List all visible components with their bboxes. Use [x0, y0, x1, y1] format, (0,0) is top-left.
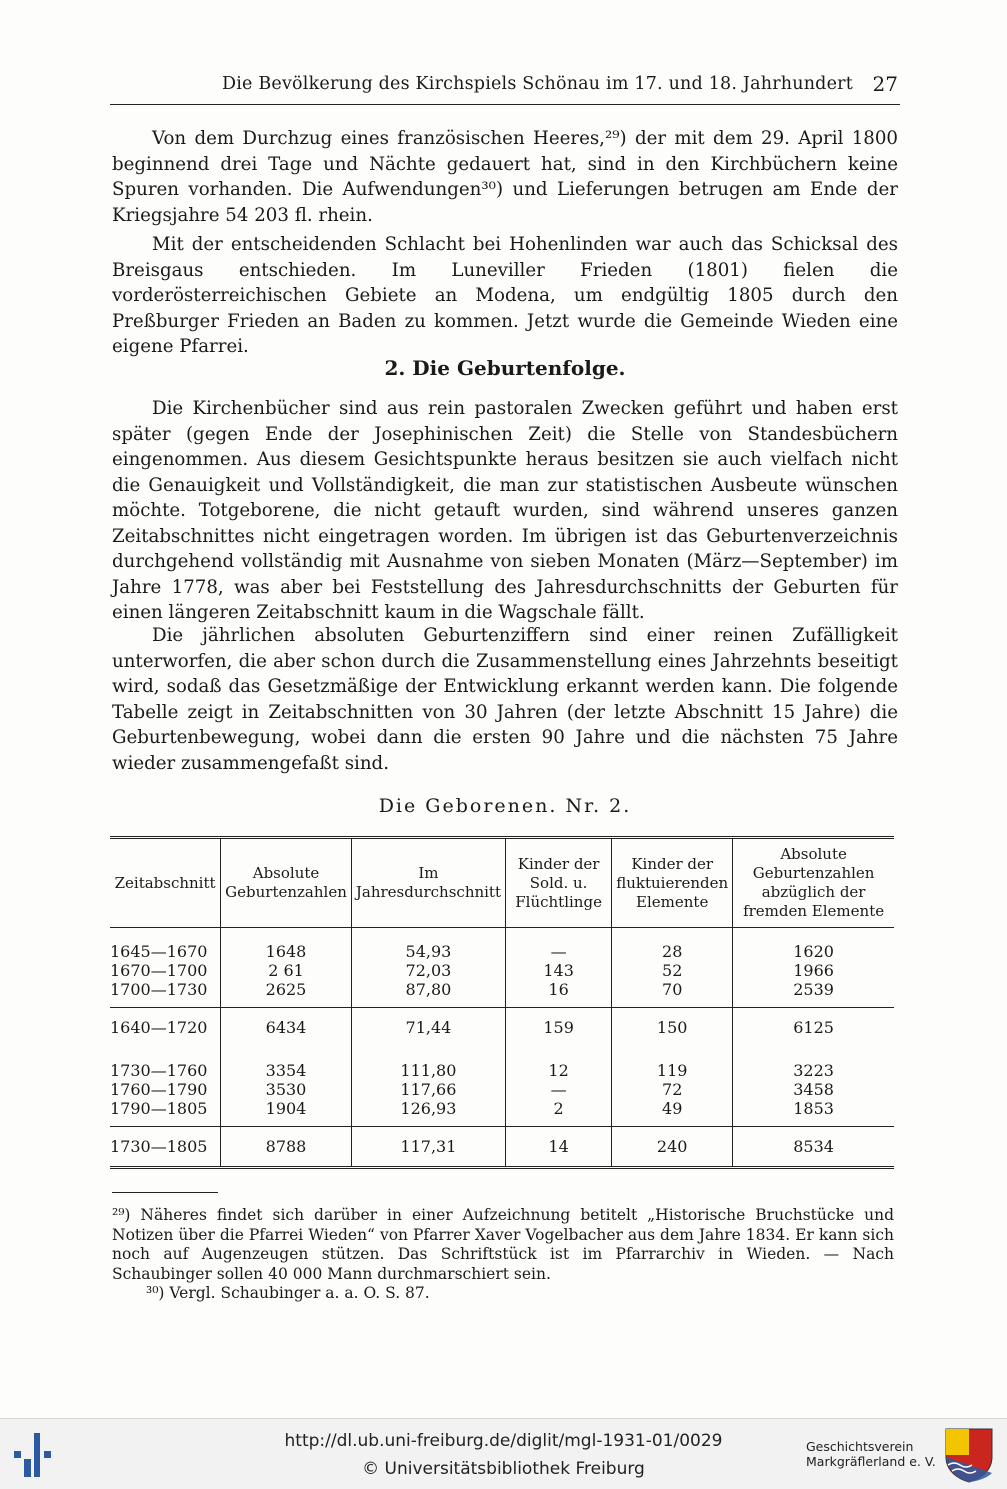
births-table [110, 836, 894, 1169]
table-cell-value: 1904 [265, 1099, 307, 1118]
column-header: Kinder der Sold. u. Flüchtlinge [505, 838, 611, 928]
table-total-cell: 1640—1720 [110, 1008, 221, 1048]
table-cell-value: 28 [662, 942, 683, 961]
table-total-cell: 14 [505, 1127, 611, 1168]
table-cell-value: 1853 [793, 1099, 834, 1118]
table-cell-value: 1730—1760 [110, 1061, 208, 1080]
table-cell [612, 928, 733, 1008]
table-cell-value: 119 [656, 1061, 688, 1080]
table-total-cell: 6434 [221, 1008, 352, 1048]
footer-bar [0, 1418, 1007, 1489]
table-cell-value: — [550, 1080, 567, 1099]
document-url-link[interactable]: http://dl.ub.uni-freiburg.de/diglit/mgl-1931-01/0029 [284, 1431, 723, 1451]
table-cell-value: 1645—1670 [110, 942, 208, 961]
paragraph-text: Von dem Durchzug eines französischen Heeres,²⁹) der mit dem 29. April 1800 beginnend drei Tage und Nächte gedauert hat, sind in den Kirchbüchern keine Spuren vorhanden. Die Aufwendungen³⁰) und Lieferungen betrugen am Ende der Kriegsjahre 54 203 fl. rhein. [112, 128, 898, 226]
table-cell-value: 126,93 [400, 1099, 457, 1118]
table-row-group [110, 1047, 894, 1127]
table-cell-value: 143 [543, 961, 574, 980]
table-total-cell: 6125 [733, 1008, 894, 1048]
column-header: Im Jahresdurchschnitt [351, 838, 505, 928]
paragraph-text: Mit der entscheidenden Schlacht bei Hohenlinden war auch das Schicksal des Breisgaus entschieden. Im Luneviller Frieden (1801) fielen die vorderösterreichischen Gebiete an Modena, um endgültig 1805 durch den Preßburger Frieden an Baden zu kommen. Jetzt wurde die Gemeinde Wieden eine eigene Pfarrei. [112, 234, 898, 357]
table-total-cell: 159 [505, 1008, 611, 1048]
running-head-title: Die Bevölkerung des Kirchspiels Schönau im 17. und 18. Jahrhundert [222, 74, 853, 94]
table-cell-value: 117,66 [400, 1080, 457, 1099]
table-cell [733, 1047, 894, 1127]
table-cell-value: 1648 [265, 942, 307, 961]
table-cell [733, 928, 894, 1008]
table-cell-value: 1790—1805 [110, 1099, 208, 1118]
table-cell-value: 1700—1730 [110, 980, 208, 999]
table-cell [110, 928, 221, 1008]
table-header-row [110, 838, 894, 928]
table-cell-value: 3354 [265, 1061, 307, 1080]
org-line-2: Markgräflerland e. V. [806, 1454, 936, 1469]
table-cell-value: 3530 [265, 1080, 307, 1099]
table-cell-value: 72,03 [405, 961, 452, 980]
table-cell-value: 3458 [793, 1080, 834, 1099]
org-line-1: Geschichtsverein [806, 1439, 914, 1454]
table-cell [221, 928, 352, 1008]
table-cell [612, 1047, 733, 1127]
table-cell-value: 1620 [793, 942, 834, 961]
table-total-cell: 8788 [221, 1127, 352, 1168]
table-title: Die Geborenen. Nr. 2. [378, 795, 632, 817]
column-header: Absolute Geburtenzahlen [221, 838, 352, 928]
paragraph-3 [112, 396, 898, 626]
table-cell [351, 1047, 505, 1127]
table-cell-value: 2539 [793, 980, 834, 999]
footnote-29: ²⁹) Näheres findet sich darüber in einer Aufzeichnung betitelt „Historische Bruchstücke und Notizen über die Pfarrei Wieden“ von Pfarrer Xaver Vogelbacher aus dem Jahre 1834. Er kann sich noch auf Augenzeugen stützen. Das Schriftstück ist im Pfarrarchiv in Wieden. — Nach Schaubinger sollen 40 000 Mann durchmarschiert sein. [112, 1206, 894, 1283]
table-cell-value: 3223 [793, 1061, 834, 1080]
table-cell-value: 52 [662, 961, 683, 980]
table-cell-value: 111,80 [400, 1061, 457, 1080]
table-total-cell: 150 [612, 1008, 733, 1048]
copyright-text: © Universitätsbibliothek Freiburg [362, 1459, 645, 1479]
table-cell-value: 2 61 [268, 961, 304, 980]
column-header: Zeitabschnitt [110, 838, 221, 928]
paragraph-text: Die Kirchenbücher sind aus rein pastoralen Zwecken geführt und haben erst später (gegen Ende der Josephinischen Zeit) die Stelle von Standesbüchern eingenommen. Aus diesem Gesichtspunkte heraus besitzen sie auch vielfach nicht die Genauigkeit und Vollständigkeit, die man zur statistischen Ausbeute wünschen möchte. Totgeborene, die nicht getauft wurden, sind während unseres ganzen Zeitabschnittes nicht eingetragen worden. Im übrigen ist das Geburtenverzeichnis durchgehend vollständig mit Ausnahme von sieben Monaten (März—September) im Jahre 1778, was aber bei Feststellung des Jahresdurchschnitts der Geburten für einen längeren Zeitabschnitt kaum in die Wagschale fällt. [112, 398, 898, 623]
coat-of-arms-icon [944, 1427, 994, 1483]
organization-name [806, 1439, 936, 1469]
section-heading: 2. Die Geburtenfolge. [384, 356, 626, 380]
paragraph-4 [112, 623, 898, 776]
table-cell-value: 1760—1790 [110, 1080, 208, 1099]
table-cell-value: 49 [662, 1099, 683, 1118]
footnotes [112, 1206, 894, 1304]
table-cell-value: 16 [548, 980, 569, 999]
table-total-row [110, 1008, 894, 1048]
footnote-rule [112, 1192, 218, 1193]
table-cell [110, 1047, 221, 1127]
paragraph-text: Die jährlichen absoluten Geburtenziffern sind einer reinen Zufälligkeit unterworfen, die aber schon durch die Zusammenstellung eines Jahrzehnts beseitigt wird, sodaß das Gesetzmäßige der Entwicklung erkannt werden kann. Die folgende Tabelle zeigt in Zeitabschnitten von 30 Jahren (der letzte Abschnitt 15 Jahre) die Geburtenbewegung, wobei dann die ersten 90 Jahre und die nächsten 75 Jahre wieder zusammengefaßt sind. [112, 625, 898, 774]
table-total-cell: 71,44 [351, 1008, 505, 1048]
running-head [110, 70, 900, 105]
table-total-cell: 8534 [733, 1127, 894, 1168]
paragraph-1 [112, 126, 898, 228]
table-total-cell: 1730—1805 [110, 1127, 221, 1168]
table-cell [505, 1047, 611, 1127]
table-cell-value: 54,93 [405, 942, 452, 961]
table-total-row [110, 1127, 894, 1168]
table-cell-value: 1966 [793, 961, 834, 980]
table-cell [351, 928, 505, 1008]
column-header: Absolute Geburtenzahlen abzüglich der fremden Elemente [733, 838, 894, 928]
table-cell [221, 1047, 352, 1127]
paragraph-2 [112, 232, 898, 360]
table-cell [505, 928, 611, 1008]
table-cell-value: 70 [662, 980, 683, 999]
table-cell-value: 2625 [265, 980, 307, 999]
footnote-30: ³⁰) Vergl. Schaubinger a. a. O. S. 87. [146, 1284, 430, 1302]
table-cell-value: — [550, 942, 567, 961]
column-header: Kinder der fluktuierenden Elemente [612, 838, 733, 928]
table-cell-value: 12 [548, 1061, 569, 1080]
table-row-group [110, 928, 894, 1008]
table-cell-value: 2 [553, 1099, 564, 1118]
table-cell-value: 87,80 [405, 980, 452, 999]
table-total-cell: 240 [612, 1127, 733, 1168]
page-number: 27 [872, 72, 898, 96]
table-cell-value: 72 [662, 1080, 683, 1099]
table-total-cell: 117,31 [351, 1127, 505, 1168]
table-cell-value: 1670—1700 [110, 961, 208, 980]
